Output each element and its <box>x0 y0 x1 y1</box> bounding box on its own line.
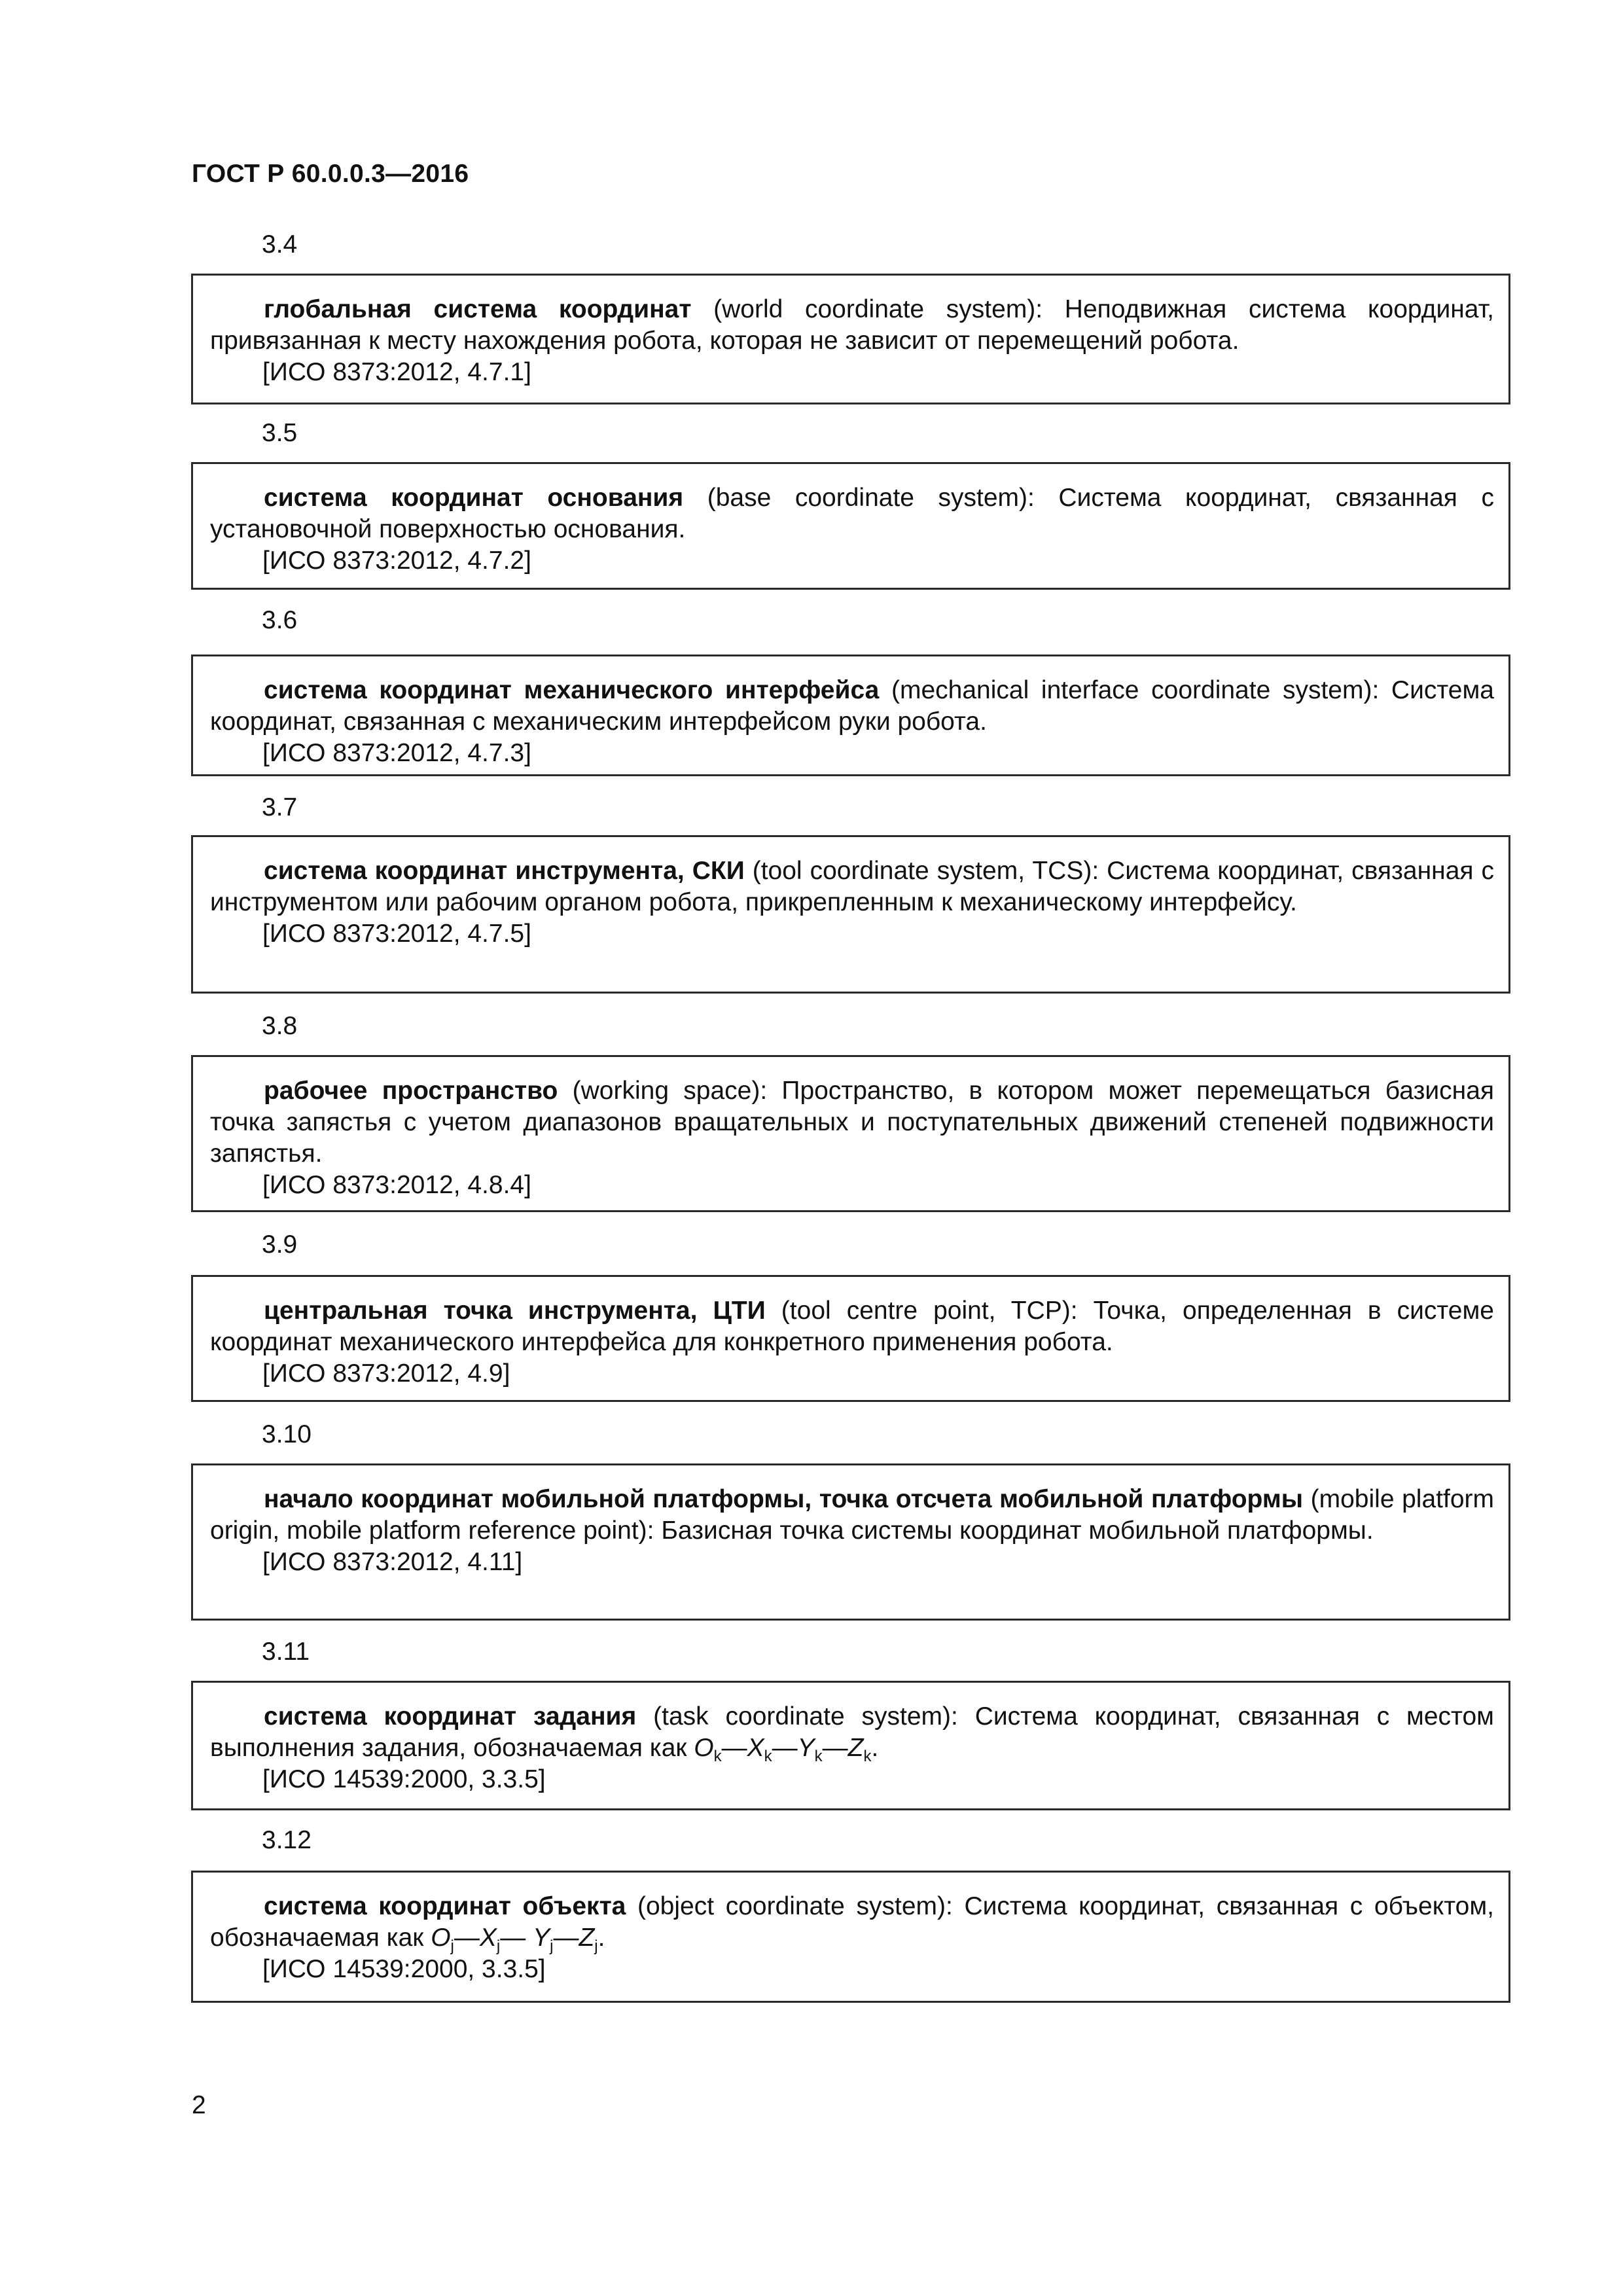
definition-text <box>210 855 1494 918</box>
formula-separator: — <box>822 1734 848 1762</box>
definition-body: (tool coordinate system, TCS): Система координат, связанная с инструментом или рабочим органом робота, прикрепленным к механическому интерфейсу. <box>210 857 1494 916</box>
term: начало координат мобильной платформы, точка отсчета мобильной платформы <box>264 1485 1304 1513</box>
definition-text <box>210 294 1494 357</box>
entry-number: 3.6 <box>262 606 298 634</box>
formula-x: X <box>479 1924 497 1952</box>
term: система координат механического интерфейса <box>264 676 880 704</box>
entry-number: 3.11 <box>262 1638 310 1666</box>
term: система координат объекта <box>264 1892 626 1920</box>
formula-o: O <box>694 1734 714 1762</box>
source-reference: [ИСО 8373:2012, 4.8.4] <box>262 1171 531 1199</box>
formula-subscript: j <box>450 1937 454 1955</box>
definition-box <box>191 1463 1510 1621</box>
formula-subscript: j <box>496 1937 501 1955</box>
entry-number: 3.8 <box>262 1012 298 1040</box>
definition-text <box>210 675 1494 738</box>
definition-text <box>210 1701 1494 1764</box>
formula-subscript: k <box>814 1748 823 1765</box>
formula-y: Y <box>533 1924 550 1952</box>
definition-text <box>210 1484 1494 1547</box>
source-reference: [ИСО 8373:2012, 4.11] <box>262 1548 523 1576</box>
definition-box <box>191 835 1510 994</box>
formula-x: X <box>747 1734 764 1762</box>
definition-text <box>210 1295 1494 1358</box>
entry-number: 3.9 <box>262 1230 298 1259</box>
term: система координат основания <box>264 484 684 512</box>
definition-box <box>191 274 1510 404</box>
source-reference: [ИСО 8373:2012, 4.7.1] <box>262 358 531 386</box>
formula-end: . <box>871 1734 879 1762</box>
entry-number: 3.7 <box>262 793 298 821</box>
definition-text <box>210 482 1494 545</box>
formula-o: O <box>431 1924 451 1952</box>
formula-z: Z <box>579 1924 595 1952</box>
formula-separator: — <box>721 1734 747 1762</box>
formula-separator: — <box>772 1734 798 1762</box>
definition-body: (task coordinate system): Система координат, связанная с местом выполнения задания, обозначаемая как <box>210 1702 1494 1762</box>
formula-subscript: j <box>594 1937 598 1955</box>
term: система координат инструмента, СКИ <box>264 857 745 885</box>
source-reference: [ИСО 8373:2012, 4.9] <box>262 1359 510 1388</box>
formula-subscript: k <box>764 1748 772 1765</box>
term: рабочее пространство <box>264 1077 558 1105</box>
entry-number: 3.10 <box>262 1420 312 1448</box>
definition-box <box>191 1055 1510 1212</box>
formula-separator: — <box>454 1924 480 1952</box>
formula-separator: — <box>500 1924 533 1952</box>
source-reference: [ИСО 8373:2012, 4.7.5] <box>262 920 531 948</box>
term: глобальная система координат <box>264 295 692 323</box>
definition-box <box>191 1275 1510 1402</box>
definition-body: (mobile platform origin, mobile platform reference point): Базисная точка системы координат мобильной платформы. <box>210 1485 1494 1545</box>
formula-end: . <box>597 1924 605 1952</box>
source-reference: [ИСО 14539:2000, 3.3.5] <box>262 1765 546 1793</box>
formula-y: Y <box>797 1734 815 1762</box>
term: система координат задания <box>264 1702 637 1731</box>
formula-separator: — <box>553 1924 579 1952</box>
formula-subscript: k <box>713 1748 722 1765</box>
definition-body: (tool centre point, TCP): Точка, определенная в системе координат механического интерфейса для конкретного применения робота. <box>210 1297 1494 1356</box>
definition-text <box>210 1891 1494 1954</box>
definition-body: (working space): Пространство, в котором может перемещаться базисная точка запястья с учетом диапазонов вращательных и поступательных движений степеней подвижности запястья. <box>210 1077 1495 1168</box>
entry-number: 3.12 <box>262 1826 312 1854</box>
formula-subscript: j <box>550 1937 554 1955</box>
definition-body: (mechanical interface coordinate system): Система координат, связанная с механическим интерфейсом руки робота. <box>210 676 1495 736</box>
definition-text <box>210 1075 1494 1170</box>
definition-box <box>191 655 1510 776</box>
source-reference: [ИСО 8373:2012, 4.7.3] <box>262 739 531 767</box>
term: центральная точка инструмента, ЦТИ <box>264 1297 766 1325</box>
definition-box <box>191 1681 1510 1810</box>
source-reference: [ИСО 14539:2000, 3.3.5] <box>262 1955 546 1983</box>
definition-body: (world coordinate system): Неподвижная система координат, привязанная к месту нахождения робота, которая не зависит от перемещений робота. <box>210 295 1494 355</box>
definition-body: (object coordinate system): Система координат, связанная с объектом, обозначаемая как <box>210 1892 1494 1952</box>
entry-number: 3.5 <box>262 419 298 447</box>
definition-box <box>191 462 1510 590</box>
definition-box <box>191 1871 1510 2003</box>
document-header: ГОСТ Р 60.0.0.3—2016 <box>192 160 469 188</box>
definition-body: (base coordinate system): Система координат, связанная с установочной поверхностью основания. <box>210 484 1494 543</box>
formula-z: Z <box>847 1734 864 1762</box>
source-reference: [ИСО 8373:2012, 4.7.2] <box>262 547 531 575</box>
page-number: 2 <box>192 2091 206 2119</box>
formula-subscript: k <box>863 1748 872 1765</box>
entry-number: 3.4 <box>262 230 298 259</box>
